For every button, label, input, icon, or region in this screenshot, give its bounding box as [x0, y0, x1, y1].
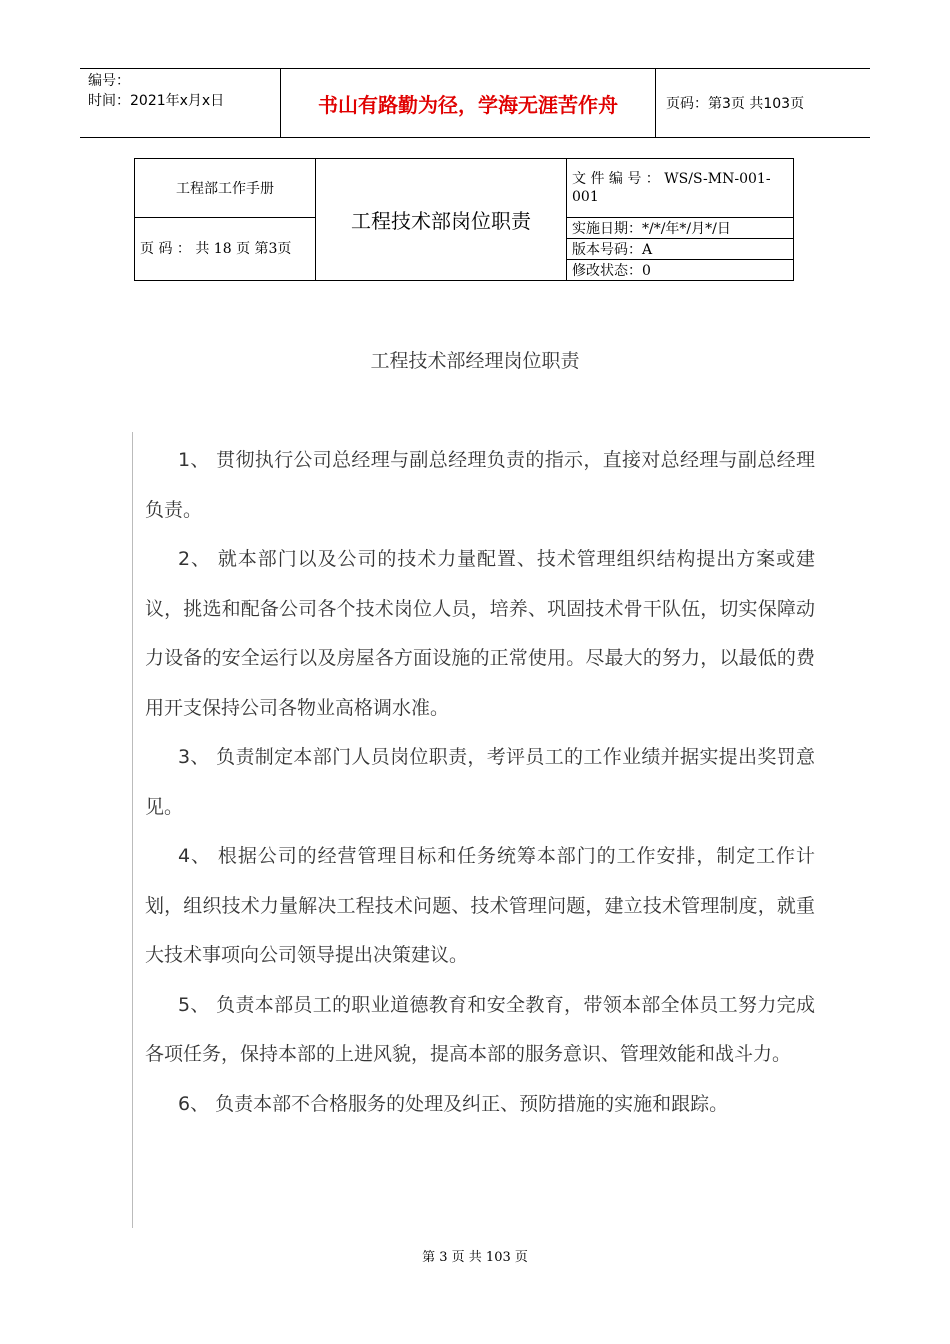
duty-paragraph: 1、 贯彻执行公司总经理与副总经理负责的指示，直接对总经理与副总经理负责。: [145, 449, 815, 521]
duties-body: [145, 436, 815, 1129]
duty-paragraph: 5、 负责本部员工的职业道德教育和安全教育，带领本部全体员工努力完成各项任务，保持本部的上进风貌，提高本部的服务意识、管理效能和战斗力。: [145, 993, 815, 1065]
duty-paragraph: 2、 就本部门以及公司的技术力量配置、技术管理组织结构提出方案或建议，挑选和配备公司各个技术岗位人员，培养、巩固技术骨干队伍，切实保障动力设备的安全运行以及房屋各方面设施的正常使用。尽最大的努力，以最低的费用开支保持公司各物业高格调水准。: [145, 548, 815, 719]
page-count: 页 码 ： 共 18 页 第3页: [135, 218, 316, 281]
motto: 书山有路勤为径，学海无涯苦作舟: [280, 69, 656, 137]
number-label: 编号：: [88, 73, 130, 89]
duty-paragraph: 4、 根据公司的经营管理目标和任务统筹本部门的工作安排，制定工作计划，组织技术力量解决工程技术问题、技术管理问题，建立技术管理制度，就重大技术事项向公司领导提出决策建议。: [145, 845, 815, 966]
time-label: 时间：2021年x月x日: [88, 93, 225, 109]
document-control-table: [134, 158, 794, 281]
doc-number: 文 件 编 号 ： WS/S-MN-001-001: [567, 159, 794, 218]
duty-paragraph: 6、 负责本部不合格服务的处理及纠正、预防措施的实施和跟踪。: [178, 1092, 729, 1115]
section-heading: 工程技术部经理岗位职责: [370, 350, 580, 372]
header-page-info: 页码：第3页 共103页: [666, 96, 805, 112]
page-header: [80, 68, 870, 138]
version-number: 版本号码：A: [567, 239, 794, 260]
header-meta: [80, 69, 280, 137]
implementation-date: 实施日期：*/*/年*/月*/日: [567, 218, 794, 239]
left-margin-rule: [132, 432, 133, 1228]
document-title: 工程技术部岗位职责: [316, 159, 567, 281]
revision-status: 修改状态：0: [567, 260, 794, 281]
manual-name: 工程部工作手册: [135, 159, 316, 218]
duty-paragraph: 3、 负责制定本部门人员岗位职责，考评员工的工作业绩并据实提出奖罚意见。: [145, 746, 815, 818]
page-footer: 第 3 页 共 103 页: [422, 1250, 528, 1265]
